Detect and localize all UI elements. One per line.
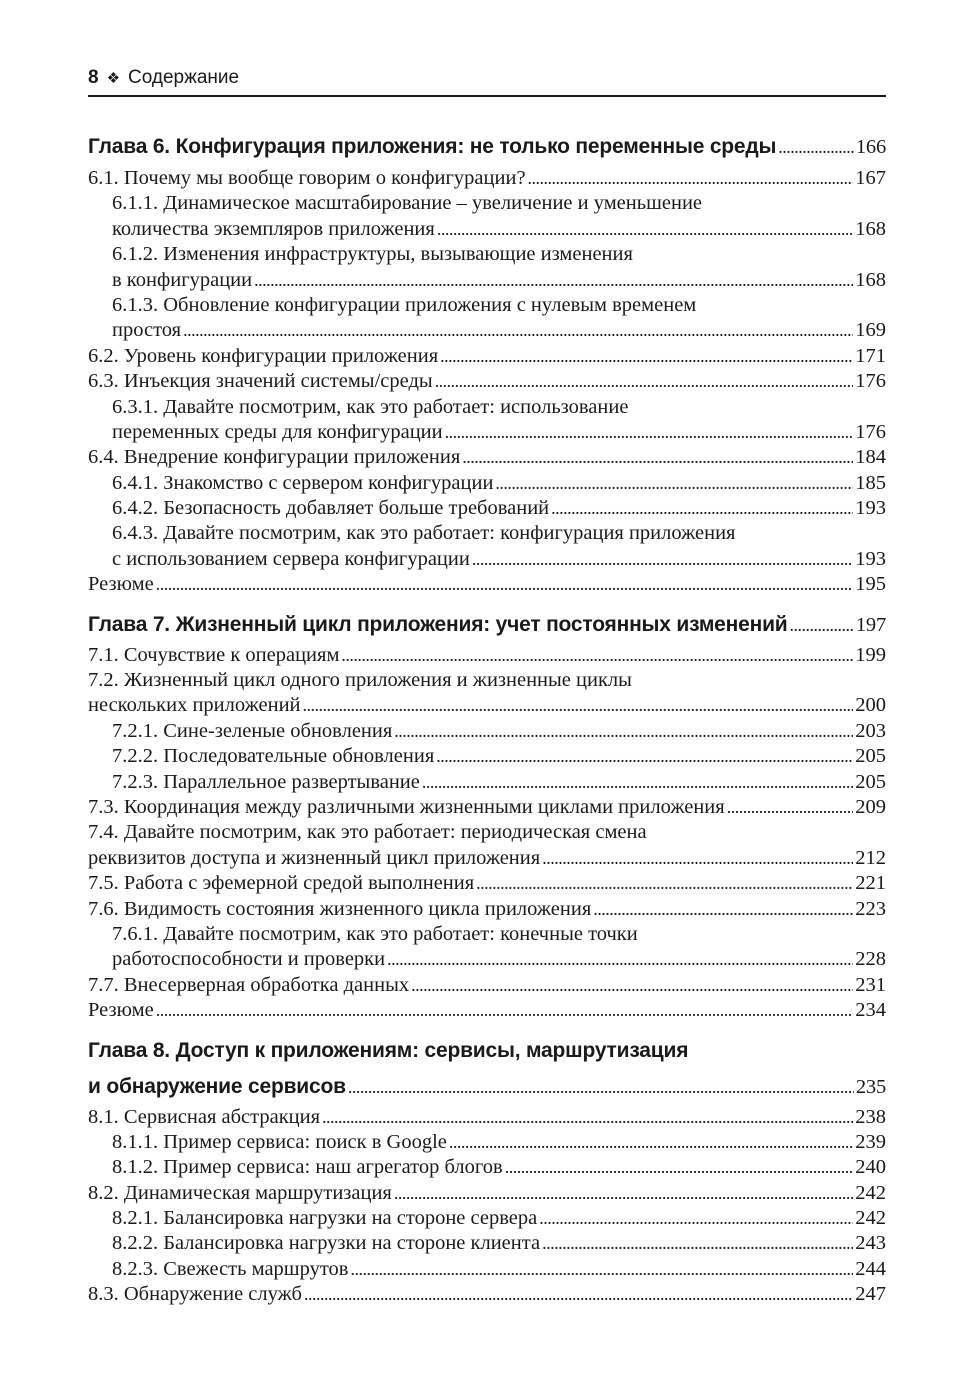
table-of-contents — [88, 128, 886, 1308]
page-ref: 195 — [855, 573, 886, 596]
dot-leader — [322, 1105, 853, 1130]
toc-section-entry[interactable] — [88, 166, 886, 191]
toc-subsection-entry[interactable] — [88, 395, 886, 420]
entry-title: 6.4. Внедрение конфигурации приложения — [88, 446, 461, 469]
entry-title: 6.1.1. Динамическое масштабирование – увеличение и уменьшение — [112, 192, 703, 215]
entry-title: 8.2.1. Балансировка нагрузки на стороне сервера — [112, 1207, 538, 1230]
dot-leader — [542, 846, 853, 871]
dot-leader — [495, 471, 853, 496]
page-ref: 212 — [855, 846, 886, 869]
chapter-heading-text: Глава 8. Доступ к приложениям: сервисы, маршрутизация — [88, 1038, 689, 1062]
page-ref: 228 — [855, 948, 886, 971]
chapter-heading-text: Глава 6. Конфигурация приложения: не только переменные среды — [88, 135, 777, 158]
page-ref: 168 — [855, 268, 886, 291]
entry-title: 7.7. Внесерверная обработка данных — [88, 973, 410, 996]
entry-title: реквизитов доступа и жизненный цикл приложения — [88, 846, 541, 869]
page-ref: 209 — [855, 795, 886, 818]
page-ref: 171 — [855, 344, 886, 367]
entry-title: 8.2.2. Балансировка нагрузки на стороне клиента — [112, 1232, 541, 1255]
page-ref: 235 — [855, 1075, 886, 1098]
entry-title: нескольких приложений — [88, 694, 301, 717]
chapter-heading-text: и обнаружение сервисов — [88, 1074, 346, 1098]
page-ref: 234 — [855, 999, 886, 1022]
toc-subsection-entry[interactable] — [88, 471, 886, 496]
entry-title: в конфигурации — [112, 268, 253, 291]
dot-leader — [462, 445, 853, 470]
dot-leader — [505, 1155, 854, 1180]
dot-leader — [449, 1130, 853, 1155]
page-ref: 176 — [855, 420, 886, 443]
dot-leader — [411, 973, 853, 998]
toc-subsection-entry[interactable] — [88, 217, 886, 242]
dot-leader — [341, 643, 853, 668]
entry-title: 8.2.3. Свежесть маршрутов — [112, 1257, 349, 1280]
toc-chapter — [88, 607, 886, 1024]
entry-title: 7.2.1. Сине-зеленые обновления — [112, 719, 393, 742]
entry-title: 6.2. Уровень конфигурации приложения — [88, 344, 439, 367]
toc-subsection-entry[interactable] — [88, 719, 886, 744]
toc-section-entry[interactable] — [88, 668, 886, 693]
entry-title: переменных среды для конфигурации — [112, 420, 443, 443]
entry-title: 6.3. Инъекция значений системы/среды — [88, 370, 433, 393]
page-ref: 239 — [855, 1130, 886, 1153]
toc-subsection-entry[interactable] — [88, 1206, 886, 1231]
page-ref: 221 — [855, 872, 886, 895]
entry-title: количества экземпляров приложения — [112, 217, 435, 240]
dot-leader — [435, 369, 854, 394]
dot-leader — [790, 607, 854, 643]
toc-subsection-entry[interactable] — [88, 547, 886, 572]
page-ref: 176 — [855, 370, 886, 393]
toc-section-entry[interactable] — [88, 369, 886, 394]
page-ref: 185 — [855, 471, 886, 494]
dot-leader — [593, 897, 853, 922]
entry-title: 8.1. Сервисная абстракция — [88, 1105, 321, 1128]
page — [88, 64, 886, 1317]
entry-title: 6.1.2. Изменения инфраструктуры, вызывающие изменения — [112, 243, 633, 266]
toc-subsection-entry[interactable] — [88, 947, 886, 972]
dot-leader — [778, 128, 854, 166]
entry-title: 7.1. Сочувствие к операциям — [88, 643, 340, 666]
toc-subsection-entry[interactable] — [88, 268, 886, 293]
dot-leader — [348, 1069, 854, 1105]
dot-leader — [472, 547, 853, 572]
entry-title: 6.1. Почему мы вообще говорим о конфигурации? — [88, 167, 526, 189]
entry-title: 8.2. Динамическая маршрутизация — [88, 1181, 392, 1204]
toc-subsection-entry[interactable] — [88, 420, 886, 445]
chapter-heading[interactable] — [88, 128, 886, 166]
entry-title: 7.2.2. Последовательные обновления — [112, 745, 435, 768]
entry-title: работоспособности и проверки — [112, 948, 386, 971]
page-ref: 200 — [855, 694, 886, 717]
running-head-title: Содержание — [128, 67, 240, 88]
dot-leader — [445, 420, 854, 445]
toc-section-entry[interactable] — [88, 871, 886, 896]
page-ref: 238 — [855, 1105, 886, 1128]
toc-chapter — [88, 1033, 886, 1308]
dot-leader — [436, 744, 853, 769]
entry-title: 7.3. Координация между различными жизненными циклами приложения — [88, 795, 725, 818]
dot-leader — [394, 1181, 853, 1206]
chapter-heading[interactable] — [88, 607, 886, 643]
toc-subsection-entry[interactable] — [88, 318, 886, 343]
dot-leader — [304, 1282, 853, 1307]
entry-title: 8.1.2. Пример сервиса: наш агрегатор блогов — [112, 1156, 503, 1179]
entry-title: простоя — [112, 319, 182, 342]
dot-leader — [394, 719, 853, 744]
dot-leader — [727, 795, 854, 820]
dot-leader — [539, 1206, 853, 1231]
toc-section-entry[interactable] — [88, 846, 886, 871]
page-number: 8 — [88, 67, 99, 88]
toc-subsection-entry[interactable] — [88, 521, 886, 546]
dot-leader — [156, 572, 854, 597]
toc-subsection-entry[interactable] — [88, 293, 886, 318]
page-ref: 166 — [855, 136, 886, 158]
page-ref: 231 — [855, 973, 886, 996]
toc-subsection-entry[interactable] — [88, 744, 886, 769]
entry-title: 6.4.3. Давайте посмотрим, как это работает: конфигурация приложения — [112, 522, 736, 545]
page-ref: 167 — [855, 167, 886, 189]
dot-leader — [437, 217, 853, 242]
entry-title: 7.6.1. Давайте посмотрим, как это работает: конечные точки — [112, 922, 638, 945]
toc-section-entry[interactable] — [88, 897, 886, 922]
dot-leader — [440, 344, 853, 369]
chapter-heading[interactable] — [88, 1033, 886, 1069]
toc-section-entry[interactable] — [88, 643, 886, 668]
entry-title: 7.4. Давайте посмотрим, как это работает: периодическая смена — [88, 821, 647, 844]
toc-section-entry[interactable] — [88, 1282, 886, 1307]
page-ref: 184 — [855, 446, 886, 469]
toc-section-entry[interactable] — [88, 1105, 886, 1130]
page-ref: 243 — [855, 1232, 886, 1255]
dot-leader — [303, 693, 854, 718]
toc-subsection-entry[interactable] — [88, 1130, 886, 1155]
chapter-heading[interactable] — [88, 1069, 886, 1105]
chapter-heading-text: Глава 7. Жизненный цикл приложения: учет постоянных изменений — [88, 612, 788, 636]
dot-leader — [551, 496, 853, 521]
toc-section-entry[interactable] — [88, 1181, 886, 1206]
toc-subsection-entry[interactable] — [88, 1155, 886, 1180]
entry-title: Резюме — [88, 573, 154, 596]
ornament-icon: ❖ — [106, 70, 121, 87]
toc-section-entry[interactable] — [88, 693, 886, 718]
page-ref: 242 — [855, 1181, 886, 1204]
page-ref: 205 — [855, 770, 886, 793]
entry-title: с использованием сервера конфигурации — [112, 547, 470, 570]
page-ref: 199 — [855, 643, 886, 666]
entry-title: 6.4.1. Знакомство с сервером конфигурации — [112, 471, 494, 494]
page-ref: 168 — [855, 217, 886, 240]
entry-title: 7.2.3. Параллельное развертывание — [112, 770, 420, 793]
dot-leader — [350, 1257, 853, 1282]
page-ref: 193 — [855, 497, 886, 520]
running-head — [88, 64, 886, 97]
entry-title: 7.5. Работа с эфемерной средой выполнения — [88, 872, 475, 895]
page-ref: 197 — [855, 613, 886, 636]
entry-title: 6.1.3. Обновление конфигурации приложения с нулевым временем — [112, 293, 697, 316]
toc-section-entry[interactable] — [88, 998, 886, 1023]
entry-title: 6.3.1. Давайте посмотрим, как это работает: использование — [112, 395, 629, 418]
page-ref: 240 — [855, 1156, 886, 1179]
dot-leader — [528, 166, 854, 191]
toc-section-entry[interactable] — [88, 820, 886, 845]
page-ref: 205 — [855, 745, 886, 768]
dot-leader — [422, 770, 853, 795]
toc-chapter — [88, 128, 886, 598]
page-ref: 193 — [855, 547, 886, 570]
toc-subsection-entry[interactable] — [88, 922, 886, 947]
dot-leader — [183, 318, 853, 343]
toc-section-entry[interactable] — [88, 572, 886, 597]
page-ref: 244 — [855, 1257, 886, 1280]
entry-title: 8.3. Обнаружение служб — [88, 1283, 302, 1306]
toc-section-entry[interactable] — [88, 445, 886, 470]
toc-section-entry[interactable] — [88, 973, 886, 998]
toc-section-entry[interactable] — [88, 795, 886, 820]
entry-title: Резюме — [88, 999, 154, 1022]
dot-leader — [476, 871, 853, 896]
dot-leader — [254, 268, 853, 293]
entry-title: 6.4.2. Безопасность добавляет больше требований — [112, 497, 550, 520]
dot-leader — [387, 947, 853, 972]
toc-subsection-entry[interactable] — [88, 242, 886, 267]
page-ref: 247 — [855, 1283, 886, 1306]
page-ref: 242 — [855, 1207, 886, 1230]
entry-title: 7.2. Жизненный цикл одного приложения и жизненные циклы — [88, 669, 632, 692]
page-ref: 203 — [855, 719, 886, 742]
toc-subsection-entry[interactable] — [88, 496, 886, 521]
entry-title: 8.1.1. Пример сервиса: поиск в Google — [112, 1130, 447, 1153]
page-ref: 223 — [855, 897, 886, 920]
toc-subsection-entry[interactable] — [88, 770, 886, 795]
toc-subsection-entry[interactable] — [88, 1257, 886, 1282]
toc-subsection-entry[interactable] — [88, 191, 886, 216]
toc-section-entry[interactable] — [88, 344, 886, 369]
dot-leader — [542, 1231, 853, 1256]
entry-title: 7.6. Видимость состояния жизненного цикла приложения — [88, 897, 592, 920]
toc-subsection-entry[interactable] — [88, 1231, 886, 1256]
dot-leader — [156, 998, 854, 1023]
page-ref: 169 — [855, 319, 886, 342]
